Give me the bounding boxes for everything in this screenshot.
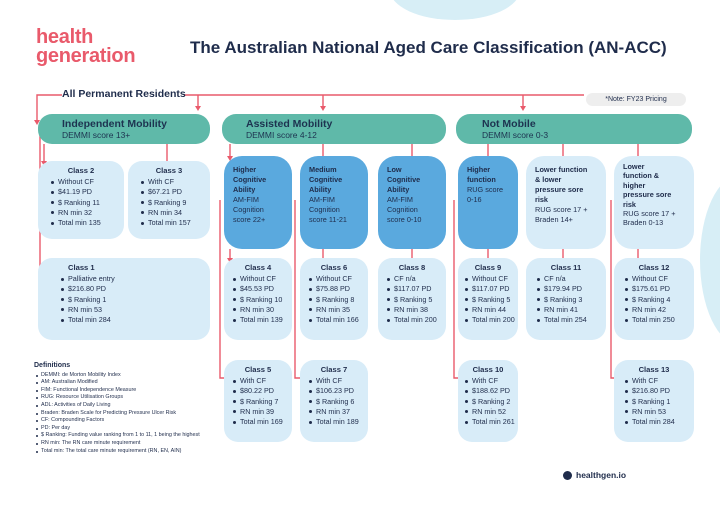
class-detail: $ Ranking 5 — [394, 295, 446, 305]
class-detail: RN min 34 — [148, 208, 210, 218]
class-detail: Total min 189 — [316, 417, 368, 427]
class-detail: Without CF — [632, 274, 694, 284]
subgroup-line: risk — [535, 195, 548, 204]
class-detail: Total min 200 — [472, 315, 518, 325]
class-detail: $216.80 PD — [68, 284, 210, 294]
class-detail: $175.61 PD — [632, 284, 694, 294]
class-card-2 — [38, 161, 124, 239]
class-detail: Total min 261 — [472, 417, 518, 427]
class-card-8 — [378, 258, 446, 340]
class-title: Class 4 — [244, 263, 272, 272]
subgroup-line: Cognitive — [387, 175, 421, 184]
class-detail: $188.62 PD — [472, 386, 518, 396]
class-detail: $ Ranking 1 — [68, 295, 210, 305]
class-detail: Total min 135 — [58, 218, 124, 228]
definitions-title: Definitions — [34, 362, 71, 369]
subgroup-line: pressure sore — [535, 185, 584, 194]
subgroup-line: Cognition — [309, 205, 340, 214]
class-card-11 — [526, 258, 606, 340]
class-detail: $ Ranking 4 — [632, 295, 694, 305]
subgroup-line: AM-FIM — [233, 195, 259, 204]
subgroup-line: RUG score — [467, 185, 504, 194]
class-detail: RN min 42 — [632, 305, 694, 315]
class-detail: Total min 139 — [240, 315, 292, 325]
class-detail: Without CF — [316, 274, 368, 284]
class-card-13 — [614, 360, 694, 442]
website-link[interactable]: healthgen.io — [576, 470, 627, 480]
group-title: Assisted Mobility — [246, 118, 333, 130]
definitions-panel — [34, 362, 244, 455]
class-detail: $ Ranking 3 — [544, 295, 606, 305]
page-title: The Australian National Aged Care Classification (AN-ACC) — [190, 38, 667, 57]
subgroup-line: & lower — [535, 175, 562, 184]
subgroup-line: Lower — [623, 162, 645, 171]
subgroup-line: AM-FIM — [309, 195, 335, 204]
class-detail: With CF — [240, 376, 292, 386]
subgroup-line: Cognition — [233, 205, 264, 214]
class-title: Class 6 — [320, 263, 348, 272]
group-assisted-mobility — [222, 114, 446, 144]
class-detail: Total min 250 — [632, 315, 694, 325]
class-detail: Total min 284 — [632, 417, 694, 427]
class-detail: $41.19 PD — [58, 187, 124, 197]
subgroup-line: Ability — [309, 185, 332, 194]
class-title: Class 10 — [472, 365, 504, 374]
class-card-1 — [38, 258, 210, 340]
class-card-6 — [300, 258, 368, 340]
class-title: Class 3 — [155, 166, 183, 175]
subgroup-line: score 22+ — [233, 215, 266, 224]
class-title: Class 2 — [67, 166, 95, 175]
subgroup-lower-function-lower-risk — [526, 156, 606, 249]
class-detail: $ Ranking 8 — [316, 295, 368, 305]
group-title: Not Mobile — [482, 118, 536, 130]
definition-item: FIM: Functional Independence Measure — [41, 387, 244, 395]
subgroup-low-cognitive — [378, 156, 446, 249]
class-title: Class 9 — [474, 263, 502, 272]
class-detail: $106.23 PD — [316, 386, 368, 396]
class-detail: CF n/a — [394, 274, 446, 284]
class-title: Class 7 — [320, 365, 348, 374]
subgroup-higher-cognitive — [224, 156, 292, 249]
subgroup-lower-function-higher-risk — [614, 156, 694, 249]
subgroup-line: Higher — [467, 165, 491, 174]
definition-item: ADL: Activities of Daily Living — [41, 402, 244, 410]
class-detail: RN min 41 — [544, 305, 606, 315]
logo-line-1: health — [36, 26, 94, 48]
class-detail: RN min 44 — [472, 305, 518, 315]
definition-item: RUG: Resource Utilisation Groups — [41, 394, 244, 402]
class-title: Class 5 — [244, 365, 272, 374]
subgroup-line: RUG score 17 + — [623, 209, 676, 219]
definition-item: AM: Australian Modified — [41, 379, 244, 387]
class-detail: $ Ranking 9 — [148, 198, 210, 208]
class-card-7 — [300, 360, 368, 442]
website-icon — [563, 471, 572, 480]
pricing-note: *Note: FY23 Pricing — [586, 93, 686, 106]
class-card-12 — [614, 258, 694, 340]
subgroup-line: Braden 0-13 — [623, 218, 664, 228]
class-detail: $75.88 PD — [316, 284, 368, 294]
subgroup-line: Ability — [233, 185, 256, 194]
class-detail: RN min 38 — [394, 305, 446, 315]
class-detail: $ Ranking 6 — [316, 397, 368, 407]
class-detail: Total min 157 — [148, 218, 210, 228]
class-detail: With CF — [472, 376, 518, 386]
subgroup-line: Ability — [387, 185, 410, 194]
class-detail: Total min 169 — [240, 417, 292, 427]
subgroup-line: Cognitive — [233, 175, 267, 184]
healthgeneration-logo — [36, 28, 135, 66]
class-title: Class 13 — [638, 365, 670, 374]
class-detail: CF n/a — [544, 274, 606, 284]
subgroup-line: Cognition — [387, 205, 418, 214]
class-card-3 — [128, 161, 210, 239]
class-detail: $117.07 PD — [472, 284, 518, 294]
class-title: Class 1 — [68, 263, 95, 272]
class-title: Class 11 — [550, 263, 582, 272]
class-detail: Total min 200 — [394, 315, 446, 325]
class-detail: Total min 284 — [68, 315, 210, 325]
subgroup-line: Higher — [233, 165, 257, 174]
class-card-10 — [458, 360, 518, 442]
subgroup-line: score 0-10 — [387, 215, 422, 224]
class-detail: Without CF — [58, 177, 124, 187]
class-title: Class 8 — [398, 263, 426, 272]
subgroup-line: function — [467, 175, 496, 184]
group-score: DEMMI score 13+ — [62, 130, 131, 140]
class-detail: $117.07 PD — [394, 284, 446, 294]
class-detail: With CF — [632, 376, 694, 386]
group-not-mobile — [456, 114, 692, 144]
group-independent-mobility — [38, 114, 210, 144]
definition-item: DEMMI: de Morton Mobility Index — [41, 372, 244, 380]
group-title: Independent Mobility — [62, 118, 167, 130]
definition-item: $ Ranking: Funding value ranking from 1 to 11, 1 being the highest — [41, 432, 244, 440]
class-detail: $ Ranking 1 — [632, 397, 694, 407]
class-detail: RN min 30 — [240, 305, 292, 315]
subgroup-line: 0-16 — [467, 195, 482, 204]
group-score: DEMMI score 4-12 — [246, 130, 317, 140]
definition-item: RN min: The RN care minute requirement — [41, 440, 244, 448]
subgroup-line: function & — [623, 171, 660, 181]
subgroup-line: Braden 14+ — [535, 215, 573, 224]
definition-item: Total min: The total care minute requirement (RN, EN, AIN) — [41, 448, 244, 456]
subgroup-line: higher — [623, 180, 646, 190]
definition-item: CF: Compounding Factors — [41, 417, 244, 425]
class-detail: $ Ranking 5 — [472, 295, 518, 305]
subgroup-line: pressure sore — [623, 190, 672, 200]
class-card-9 — [458, 258, 518, 340]
logo-line-2: generation — [36, 45, 136, 67]
class-card-4 — [224, 258, 292, 340]
group-score: DEMMI score 0-3 — [482, 130, 549, 140]
subgroup-line: Low — [387, 165, 402, 174]
class-detail: $216.80 PD — [632, 386, 694, 396]
class-detail: Palliative entry — [68, 274, 210, 284]
class-detail: $179.94 PD — [544, 284, 606, 294]
class-detail: RN min 32 — [58, 208, 124, 218]
subgroup-line: RUG score 17 + — [535, 205, 588, 214]
class-detail: RN min 39 — [240, 407, 292, 417]
definition-item: PD: Per day — [41, 425, 244, 433]
class-detail: $80.22 PD — [240, 386, 292, 396]
subgroup-higher-function — [458, 156, 518, 249]
subgroup-line: Lower function — [535, 165, 588, 174]
subgroup-line: Medium — [309, 165, 337, 174]
class-detail: RN min 37 — [316, 407, 368, 417]
root-label: All Permanent Residents — [62, 88, 186, 100]
class-detail: With CF — [148, 177, 210, 187]
subgroup-medium-cognitive — [300, 156, 368, 249]
class-detail: Without CF — [472, 274, 518, 284]
class-detail: $ Ranking 11 — [58, 198, 124, 208]
class-detail: $ Ranking 7 — [240, 397, 292, 407]
class-detail: RN min 53 — [68, 305, 210, 315]
subgroup-line: AM-FIM — [387, 195, 413, 204]
class-detail: RN min 35 — [316, 305, 368, 315]
class-detail: Total min 166 — [316, 315, 368, 325]
subgroup-line: Cognitive — [309, 175, 343, 184]
definition-item: Braden: Braden Scale for Predicting Pressure Ulcer Risk — [41, 410, 244, 418]
class-detail: $ Ranking 2 — [472, 397, 518, 407]
class-detail: $67.21 PD — [148, 187, 210, 197]
class-detail: With CF — [316, 376, 368, 386]
class-detail: $45.53 PD — [240, 284, 292, 294]
class-detail: Without CF — [240, 274, 292, 284]
subgroup-line: score 11-21 — [309, 215, 347, 224]
class-detail: RN min 52 — [472, 407, 518, 417]
class-detail: $ Ranking 10 — [240, 295, 292, 305]
subgroup-line: risk — [623, 199, 636, 209]
class-detail: Total min 254 — [544, 315, 606, 325]
class-title: Class 12 — [638, 263, 670, 272]
class-detail: RN min 53 — [632, 407, 694, 417]
